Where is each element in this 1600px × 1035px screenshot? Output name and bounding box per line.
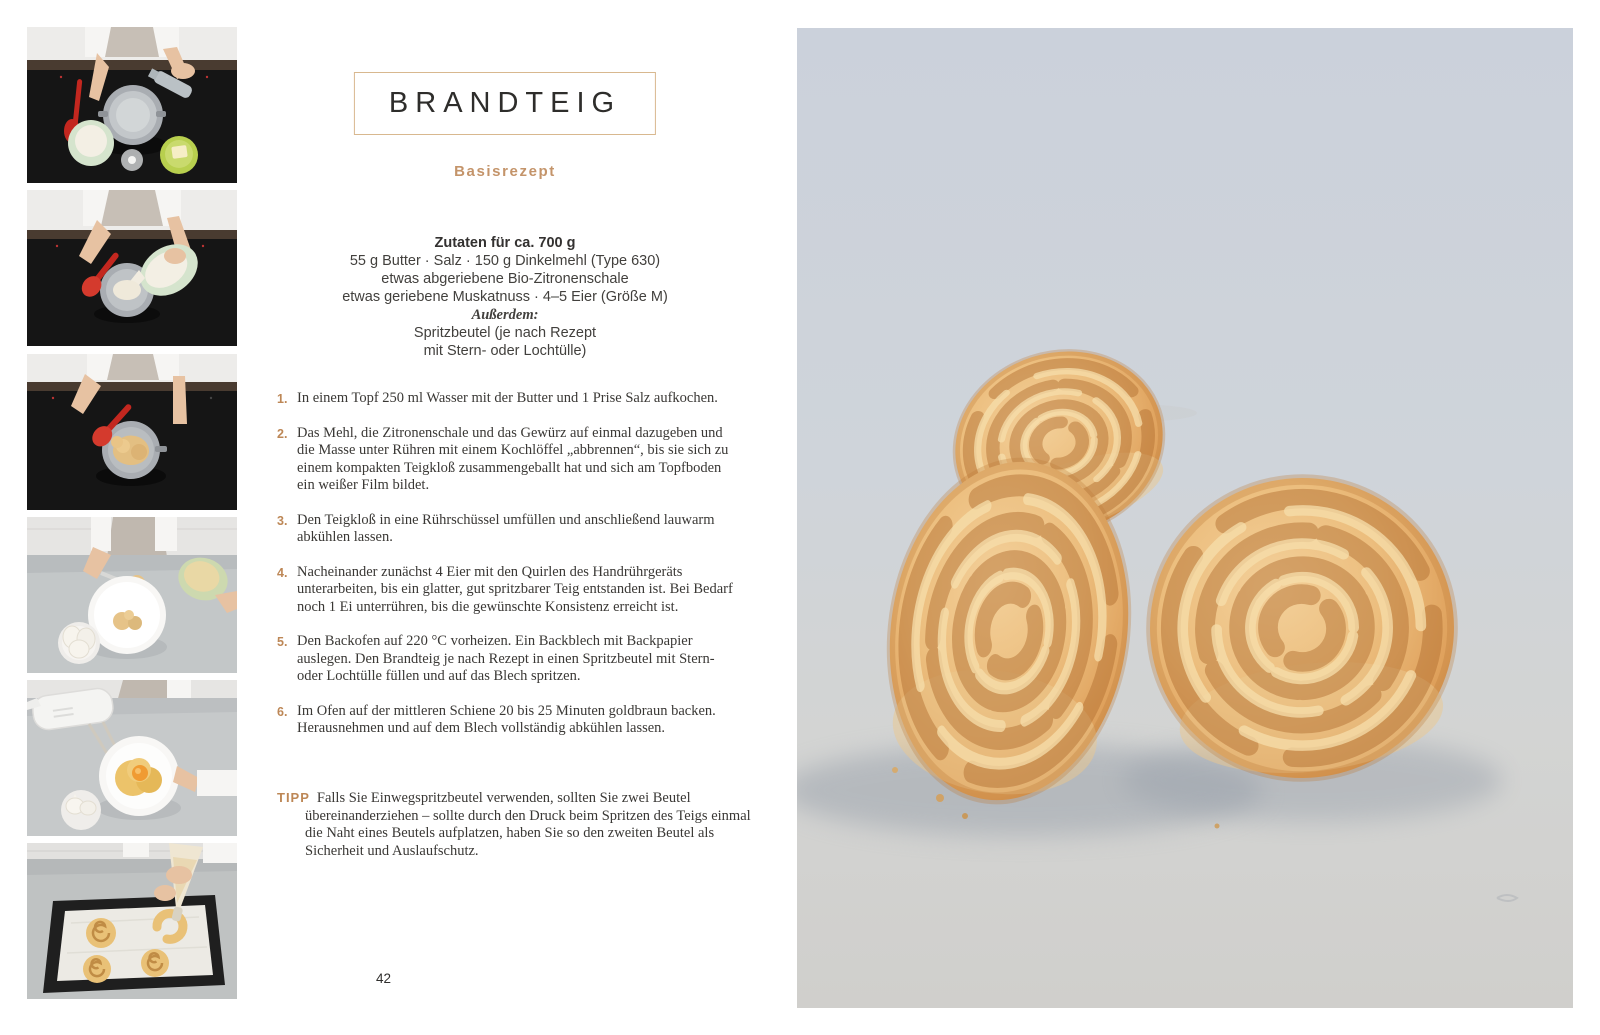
mixer-photo [27, 680, 237, 836]
step-photo-4 [27, 517, 237, 673]
bowl-transfer-photo [27, 517, 237, 673]
step-photo-6 [27, 843, 237, 999]
piped-swirl-icon [141, 949, 169, 977]
dough-stir-photo [27, 354, 237, 510]
ingredients-heading: Zutaten für ca. 700 g [434, 235, 576, 251]
page-title: BRANDTEIG [388, 87, 622, 119]
choux-rosettes-photo [797, 28, 1573, 1008]
hero-photo [797, 28, 1573, 1008]
step-number: 2. [277, 426, 288, 441]
ingredients-line: 55 g Butter · Salz · 150 g Dinkelmehl (Type 630) [349, 253, 661, 269]
recipe-column [270, 0, 751, 1035]
step-number: 1. [277, 392, 288, 406]
pot-water-photo [27, 27, 237, 183]
step-text: Im Ofen auf der mittleren Schiene 20 bis 25 Minuten goldbraun backen. Herausnehmen und auf dem Blech vollständig abkühlen lassen. [297, 702, 716, 736]
step-number: 6. [277, 704, 288, 719]
ingredients-line: etwas abgeriebene Bio-Zitronenschale [381, 271, 629, 287]
step-text: In einem Topf 250 ml Wasser mit der Butter und 1 Prise Salz aufkochen. [297, 390, 718, 406]
tip-text: Falls Sie Einwegspritzbeutel verwenden, sollten Sie zwei Beutel übereinanderziehen – sollte durch den Druck beim Spritzen des Teigs einmal die Naht eines Beutels aufplatzen, haben Sie so den zweiten Beutel als Sicherheit und Auslaufschutz. [305, 790, 751, 859]
step-photo-2 [27, 190, 237, 346]
ingredients-line: etwas geriebene Muskatnuss · 4–5 Eier (Größe M) [342, 289, 668, 305]
step-photo-column [27, 27, 237, 1007]
piping-photo [27, 843, 237, 999]
recipe-title-box [354, 72, 656, 135]
ingredients-also-heading: Außerdem: [471, 307, 539, 323]
step-text: Nacheinander zunächst 4 Eier mit den Quirlen des Handrührgeräts unterarbeiten, bis ein glatter, gut spritzbarer Teig entstanden ist. Bei Bedarf noch 1 Ei unterrühren, bis die gewünschte Konsistenz erreicht ist. [297, 563, 733, 615]
preparation-steps [277, 390, 735, 755]
tip-label: TIPP [277, 790, 310, 805]
page-number: 42 [376, 971, 392, 986]
piped-swirl-icon [86, 918, 116, 948]
recipe-subtitle: Basisrezept [454, 163, 556, 180]
ingredients-line: mit Stern- oder Lochtülle) [423, 343, 587, 359]
tip-block [277, 789, 765, 860]
step-number: 4. [277, 565, 288, 580]
step-item-1 [277, 390, 735, 408]
ingredients-line: Spritzbeutel (je nach Rezept [413, 325, 597, 341]
step-photo-5 [27, 680, 237, 836]
step-text: Den Teigkloß in eine Rührschüssel umfüllen und anschließend lauwarm abkühlen lassen. [297, 511, 715, 545]
step-item-6 [277, 703, 735, 738]
step-text: Den Backofen auf 220 °C vorheizen. Ein Backblech mit Backpapier auslegen. Den Brandteig je nach Rezept in einen Spritzbeutel mit Stern- oder Lochtülle füllen und auf das Blech spritzen. [297, 633, 715, 684]
step-item-5 [277, 633, 735, 686]
step-text: Das Mehl, die Zitronenschale und das Gewürz auf einmal dazugeben und die Masse unter Rühren mit einem Kochlöffel „abbrennen“, bis sie sich zu einem kompakten Teigkloß zusammengeballt hat und sich am Topfboden ein weißer Film bildet. [297, 424, 729, 493]
step-number: 5. [277, 635, 288, 649]
piped-swirl-icon [83, 955, 111, 983]
step-item-3 [277, 512, 735, 547]
step-item-4 [277, 564, 735, 617]
step-number: 3. [277, 513, 288, 528]
step-item-2 [277, 425, 735, 495]
step-photo-3 [27, 354, 237, 510]
ingredients-block [270, 234, 740, 360]
step-photo-1 [27, 27, 237, 183]
flour-pour-photo [27, 190, 237, 346]
